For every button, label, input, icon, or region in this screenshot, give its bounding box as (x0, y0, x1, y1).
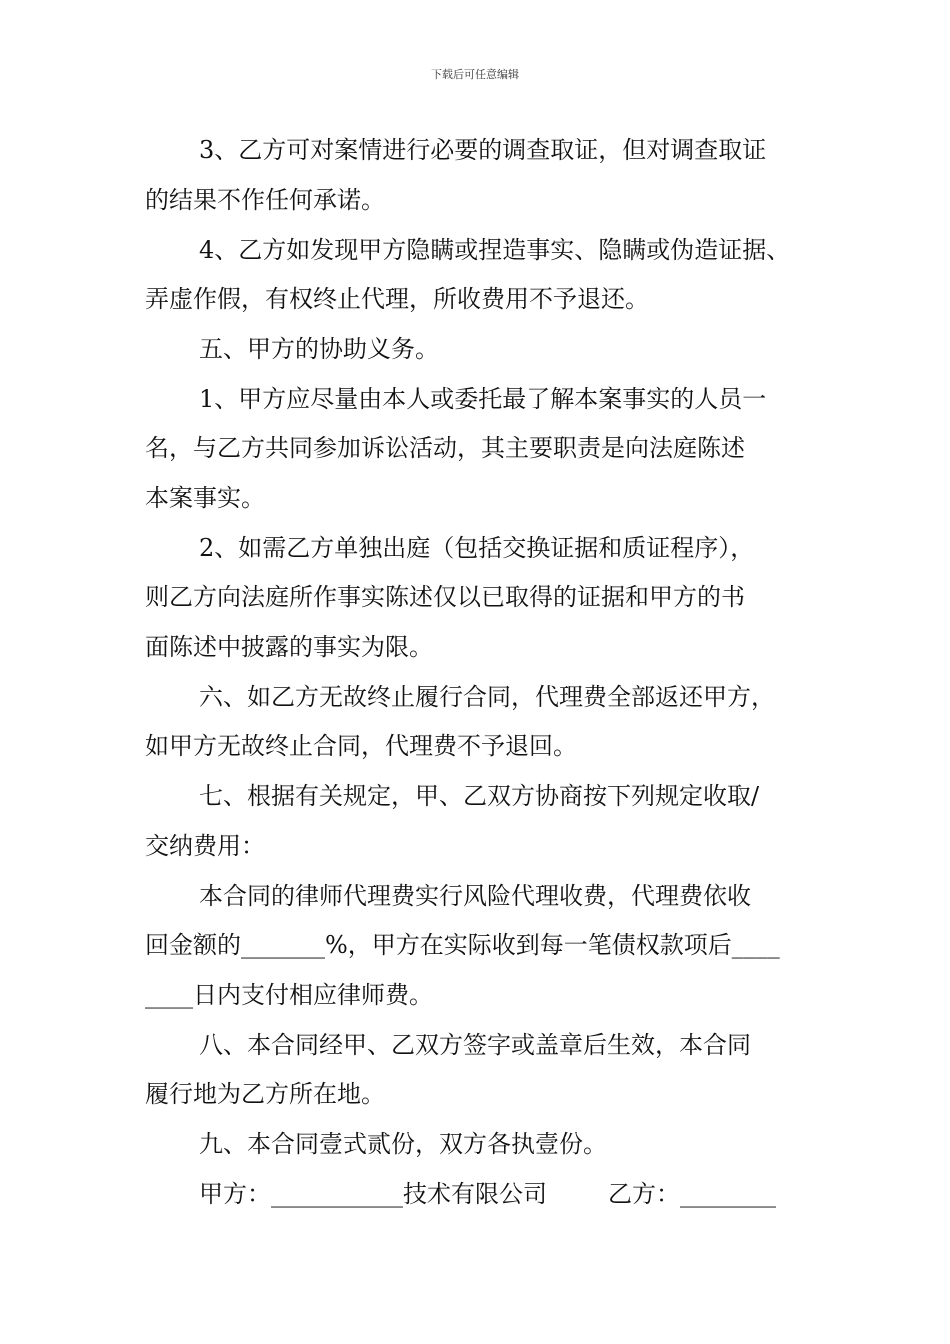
text-line: 八、本合同经甲、乙双方签字或盖章后生效，本合同 (199, 1031, 751, 1059)
text-line: 2、如需乙方单独出庭（包括交换证据和质证程序）， (199, 534, 755, 562)
signature-line: 甲方：___________技术有限公司 乙方：________ (199, 1180, 777, 1208)
text-line: 九、本合同壹式贰份，双方各执壹份。 (199, 1130, 607, 1158)
text-line: 回金额的_______%，甲方在实际收到每一笔债权款项后____ (145, 931, 780, 959)
text-line: 1、甲方应尽量由本人或委托最了解本案事实的人员一 (199, 385, 767, 413)
text-line: 七、根据有关规定，甲、乙双方协商按下列规定收取/ (199, 782, 760, 810)
text-line: 本案事实。 (145, 484, 265, 512)
text-line: ____日内支付相应律师费。 (145, 981, 433, 1009)
text-line: 弄虚作假，有权终止代理，所收费用不予退还。 (145, 285, 649, 313)
text-line: 履行地为乙方所在地。 (145, 1080, 385, 1108)
section-heading: 五、甲方的协助义务。 (199, 335, 439, 363)
text-line: 则乙方向法庭所作事实陈述仅以已取得的证据和甲方的书 (145, 583, 745, 611)
text-line: 面陈述中披露的事实为限。 (145, 633, 433, 661)
text-line: 本合同的律师代理费实行风险代理收费，代理费依收 (199, 882, 751, 910)
text-line: 交纳费用： (145, 832, 265, 860)
text-line: 3、乙方可对案情进行必要的调查取证，但对调查取证 (199, 136, 767, 164)
text-line: 4、乙方如发现甲方隐瞒或捏造事实、隐瞒或伪造证据、 (199, 236, 791, 264)
page-header: 下载后可任意编辑 (431, 68, 519, 81)
text-line: 六、如乙方无故终止履行合同，代理费全部返还甲方， (199, 683, 775, 711)
text-line: 的结果不作任何承诺。 (145, 186, 385, 214)
text-line: 如甲方无故终止合同，代理费不予退回。 (145, 732, 577, 760)
text-line: 名，与乙方共同参加诉讼活动，其主要职责是向法庭陈述 (145, 434, 745, 462)
